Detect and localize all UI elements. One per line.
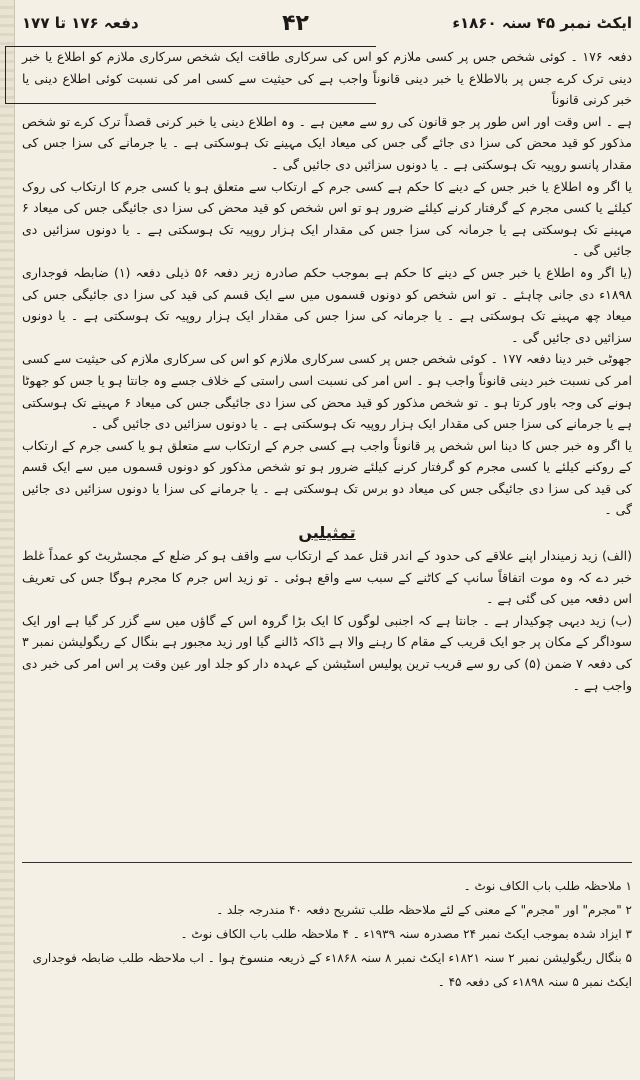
footnotes: [22, 874, 632, 994]
paragraph: جھوٹی خبر دینا دفعہ ۱۷۷ ۔ کوئی شخص جس پر کسی سرکاری ملازم کو اس کی سرکاری ملازم کی حیثیت سے کسی امر کی نسبت خبر دینی قانوناً واجب ہو ۔ اس امر کی نسبت اسی راستی کے خلاف جسے وہ جانتا ہو یا جس کو جھوٹا ہونے کی وجہ باور کرتا ہو ۔ تو شخص مذکور کو قید محض کی سزا دی جائیگی جس کی میعاد ۶ مہینے تک ہوسکتی ہے یا جرمانے کی سزا جس کی مقدار ایک ہزار روپیہ تک ہوسکتی ہے ۔ یا دونوں سزائیں دی جائیں گی ۔: [22, 351, 632, 432]
paragraph: دفعہ ۱۷۶ ۔ کوئی شخص جس پر کسی ملازم کو اس کی سرکاری طاقت ایک شخص سرکاری ملازم کو اطلاع یا خبر دینی ترک کرے جس پر بالاطلاع یا خبر دینی قانوناً واجب ہے کی حیثیت سے کسی امر کی نسبت کوئی اطلاع دینی یا خبر کرنی قانوناً: [22, 49, 633, 108]
illustration: (الف) زید زمیندار اپنے علاقے کی حدود کے اندر قتل عمد کے ارتکاب سے واقف ہو کر ضلع کے مجسٹریٹ کو عمداً غلط خبر دے کہ وہ موت اتفاقاً سانپ کے کاٹنے کے سبب سے واقع ہوئی ۔ تو زید اس جرم کا مجرم ہوگا جس کی تعریف اس دفعہ میں کی گئی ہے ۔: [22, 548, 632, 607]
paragraph: یا اگر وہ اطلاع یا خبر جس کے دینے کا حکم ہے کسی جرم کے ارتکاب سے متعلق ہو یا کسی جرم کا ارتکاب کی روک کیلئے یا کسی مجرم کے گرفتار کرنے کیلئے ضرور ہو تو اس شخص کو قید محض کی سزا دی جائیگی جس کی میعاد ۶ مہینے تک ہوسکتی ہے یا جرمانہ کی سزا جس کی مقدار ایک ہزار روپیہ تک ہوسکتی ہے ۔ یا دونوں سزائیں دی جائیں گی ۔: [22, 178, 632, 259]
main-text: [22, 46, 632, 696]
footnote: ۵ بنگال ریگولیشن نمبر ۲ سنہ ۱۸۲۱ء ایکٹ نمبر ۸ سنہ ۱۸۶۸ء کے ذریعہ منسوخ ہوا ۔ اب ملاحظہ طلب ضابطہ فوجداری ایکٹ نمبر ۵ سنہ ۱۸۹۸ء کی دفعہ ۴۵ ۔: [32, 951, 632, 989]
footnote: ۳ ایزاد شدہ بموجب ایکٹ نمبر ۲۴ مصدرہ سنہ ۱۹۳۹ء ۔ ۴ ملاحظہ طلب باب الکاف نوٹ ۔: [180, 927, 632, 941]
page-header: [22, 6, 632, 40]
illustrations-heading: تمثیلیں: [298, 523, 356, 543]
page-number: ۴۲: [282, 10, 309, 36]
footnote-divider: [22, 862, 632, 863]
paragraph: (یا اگر وہ اطلاع یا خبر جس کے دینے کا حکم ہے بموجب حکم صادرہ زیر دفعہ ۵۶ ذیلی دفعہ (۱) ضابطہ فوجداری ۱۸۹۸ء دی جانی چاہئے ۔ تو اس شخص کو دونوں قسموں میں سے ایک قسم کی قید کی سزا دی جائیگی جس کی میعاد چھ مہینے تک ہوسکتی ہے ۔ یا جرمانہ کی سزا جس کی مقدار ایک ہزار روپیہ تک ہوسکتی ہے ۔ یا دونوں سزائیں دی جائیں گی ۔: [22, 264, 632, 345]
paragraph: ہے ۔ اس وقت اور اس طور پر جو قانون کی رو سے معین ہے ۔ وہ اطلاع دینی یا خبر کرنی قصداً ترک کرے تو شخص مذکور کو قید محض کی سزا دی جائے گی جس کی میعاد ایک مہینے تک ہوسکتی ہے ۔ یا جرمانے کی سزا جس کی مقدار پانسو روپیہ تک ہوسکتی ہے ۔ یا دونوں سزائیں دی جائیں گی ۔: [22, 113, 632, 172]
illustration: (ب) زید دیہی چوکیدار ہے ۔ جانتا ہے کہ اجنبی لوگوں کا ایک بڑا گروہ اس کے گاؤں میں سے گزر کر گیا ہے اور ایک سوداگر کے مکان پر جو ایک قریب کے مقام کا رہنے والا ہے ڈاکہ ڈالنے گیا اور زید مجبور ہے بنگال کے ریگولیشن نمبر ۳ کی دفعہ ۷ ضمن (۵) کی رو سے قریب ترین پولیس اسٹیشن کے عہدہ دار کو جلد اور عین وقت پر اس امر کی خبر دی واجب ہے ۔: [22, 612, 632, 693]
footnote: ۲ "مجرم" اور "مجرم" کے معنی کے لئے ملاحظہ طلب تشریح دفعہ ۴۰ مندرجہ جلد ۔: [216, 903, 632, 917]
act-title: ایکٹ نمبر ۴۵ سنہ ۱۸۶۰ء: [452, 14, 632, 32]
footnote: ۱ ملاحظہ طلب باب الکاف نوٹ ۔: [463, 879, 632, 893]
section-range: دفعہ ۱۷۶ تا ۱۷۷: [22, 14, 139, 32]
paragraph: یا اگر وہ خبر جس کا دینا اس شخص پر قانوناً واجب ہے کسی جرم کے ارتکاب سے متعلق ہو یا کسی جرم کے ارتکاب کے روکنے کیلئے یا کسی مجرم کو گرفتار کرنے کیلئے ضرور ہو تو شخص مذکور کو دونوں قسموں میں سے ایک قسم کی قید کی سزا دی جائیگی جس کی میعاد دو برس تک ہوسکتی ہے ۔ یا جرمانے کی سزا یا دونوں سزائیں دی جائیں گی ۔: [22, 437, 632, 518]
page-binding-edge: [0, 0, 15, 1080]
